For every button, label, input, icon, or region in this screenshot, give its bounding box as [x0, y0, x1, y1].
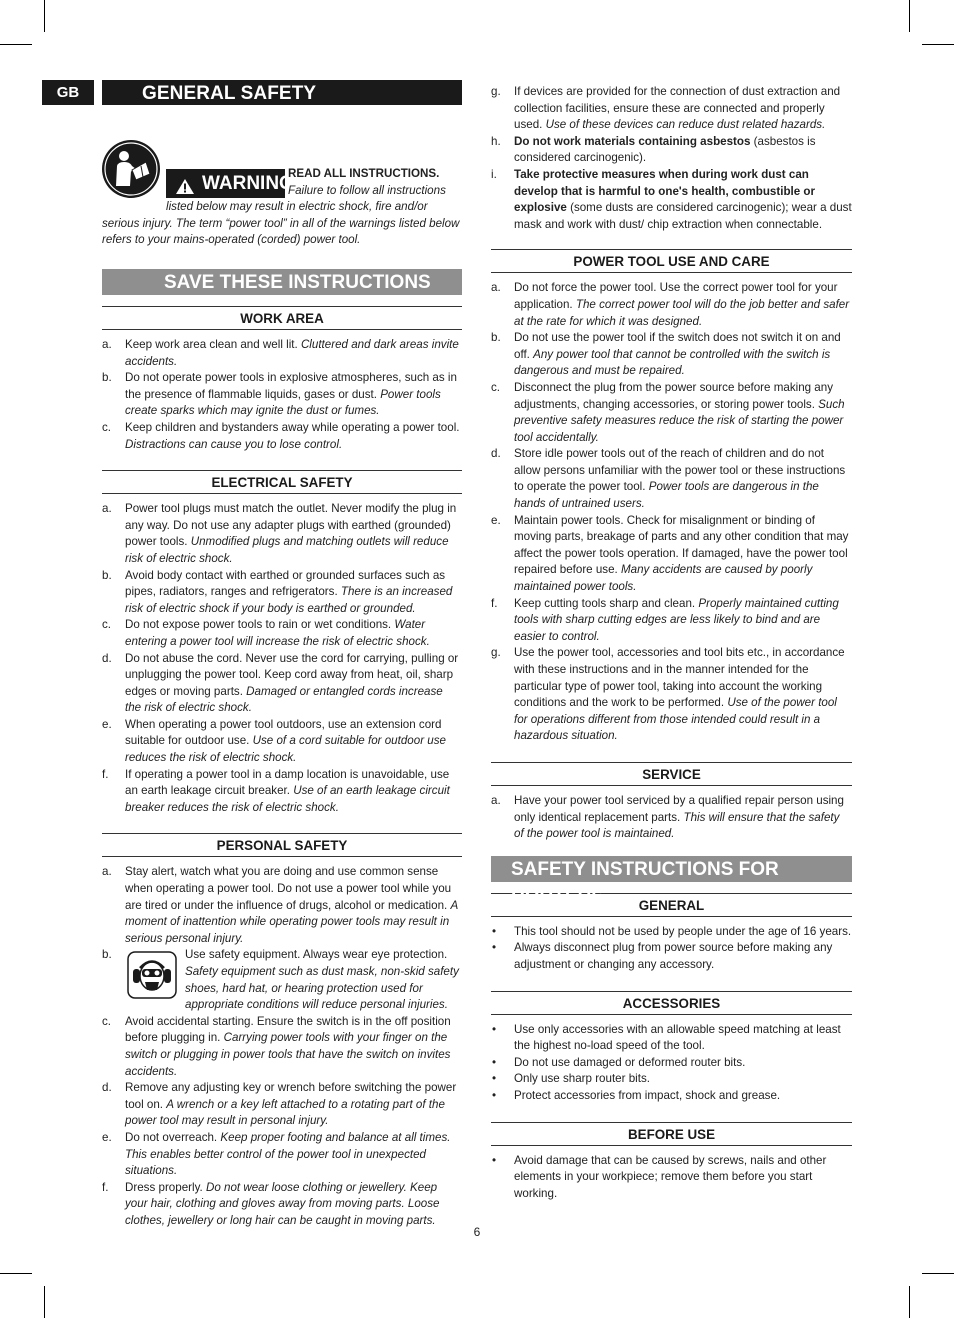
item-italic-text: This will ensure that the safety of the power tool is maintained.	[514, 810, 840, 841]
bullet-marker: •	[492, 1022, 497, 1036]
item-italic-text: Cluttered and dark areas invite accidents.	[125, 338, 459, 368]
item-text: Use safety equipment. Always wear eye protection.	[185, 948, 448, 962]
list-item	[491, 1055, 852, 1072]
item-marker: a.	[102, 865, 112, 879]
item-marker: e.	[102, 1130, 112, 1144]
list-item	[102, 1180, 462, 1230]
item-italic-text: Properly maintained cutting tools with sharp cutting edges are less likely to bind and are easier to control.	[514, 596, 839, 643]
list-item	[491, 380, 852, 446]
item-italic-text: Any power tool that cannot be controlled with the switch is dangerous and must be repaired.	[514, 347, 831, 378]
item-marker: a.	[491, 281, 501, 295]
item-text: Use only accessories with an allowable speed matching at least the highest no-load speed of the tool.	[514, 1022, 841, 1053]
item-text: Protect accessories from impact, shock and grease.	[514, 1088, 781, 1102]
item-italic-text: Power tools are dangerous in the hands of untrained users.	[514, 480, 819, 511]
section-title-work-area: WORK AREA	[102, 306, 462, 330]
item-marker: e.	[491, 513, 501, 527]
bullet-marker: •	[492, 924, 497, 938]
item-text: If devices are provided for the connection of dust extraction and collection facilities, ensure these are connected and properly used.	[514, 85, 841, 132]
crop-mark	[0, 1273, 32, 1274]
item-marker: d.	[102, 651, 112, 665]
crop-mark	[922, 44, 954, 45]
section-title-personal-safety: PERSONAL SAFETY	[102, 833, 462, 857]
list-item	[491, 940, 852, 973]
warning-text	[102, 166, 462, 249]
work-area-list	[102, 337, 462, 453]
item-text: Stay alert, watch what you are doing and use common sense when operating a power tool. Do not use a power tool while you are tired or under the influence of drugs, alcohol or medication.	[125, 865, 452, 912]
power-tool-use-list	[491, 280, 852, 745]
crop-mark	[909, 1286, 910, 1318]
item-text: Dress properly.	[125, 1180, 206, 1194]
list-item	[102, 568, 462, 618]
list-item	[102, 420, 462, 453]
item-italic-text: The correct power tool will do the job better and safer at the rate for which it was designed.	[514, 297, 850, 328]
item-marker: f.	[491, 596, 498, 610]
right-column	[491, 84, 852, 1202]
item-text: Remove any adjusting key or wrench before switching the power tool on.	[125, 1081, 457, 1111]
list-item	[491, 924, 852, 941]
safety-equipment-icon	[127, 951, 177, 1005]
list-item	[102, 1130, 462, 1180]
list-item	[491, 645, 852, 745]
item-marker: a.	[102, 338, 112, 351]
list-item	[491, 596, 852, 646]
item-marker: f.	[102, 1180, 109, 1194]
list-item	[491, 793, 852, 843]
item-italic-text: Use of these devices can reduce dust related hazards.	[545, 118, 826, 132]
before-use-list	[491, 1153, 852, 1203]
item-marker: a.	[102, 502, 112, 516]
electrical-safety-list	[102, 501, 462, 816]
section-title-service: SERVICE	[491, 762, 852, 786]
item-marker: i.	[491, 167, 497, 181]
item-text: (asbestos is considered carcinogenic).	[514, 134, 816, 165]
routers-instructions-banner: SAFETY INSTRUCTIONS FOR ROUTERS	[491, 856, 852, 882]
general-list	[491, 924, 852, 974]
section-title-general: GENERAL	[491, 893, 852, 917]
crop-mark	[0, 44, 32, 45]
item-text: Avoid accidental starting. Ensure the switch is in the off position before plugging in.	[125, 1014, 451, 1045]
item-italic-text: Such preventive safety measures reduce the risk of starting the power tool accidentally.	[514, 397, 845, 444]
item-italic-text: A moment of inattention while operating power tools may result in serious personal injury.	[125, 898, 458, 945]
item-marker: c.	[491, 380, 501, 394]
item-text: This tool should not be used by people under the age of 16 years.	[514, 924, 852, 938]
item-marker: c.	[102, 618, 112, 632]
warning-body: Failure to follow all instructions listed below may result in electric shock, fire and/or serious injury. The term “power tool” in all of the warnings listed below refers to your mains-operated (corded) power tool.	[102, 183, 460, 247]
warning-block	[102, 105, 462, 247]
warning-lead: READ ALL INSTRUCTIONS.	[288, 167, 440, 180]
personal-safety-list-continued	[491, 84, 852, 233]
item-text: Store idle power tools out of the reach of children and do not allow persons unfamiliar with the power tool or these instructions to operate the power tool.	[514, 447, 846, 494]
item-text: Disconnect the plug from the power source before making any adjustments, changing accessories, or storing power tools.	[514, 380, 833, 411]
section-title-before-use: BEFORE USE	[491, 1122, 852, 1146]
item-text: If operating a power tool in a damp location is unavoidable, use an earth leakage circuit breaker.	[125, 767, 450, 798]
list-item	[491, 1071, 852, 1088]
item-italic-text: Use of the power tool for operations different from those intended could result in a hazardous situation.	[514, 696, 837, 743]
page-title: GENERAL SAFETY INSTRUCTIONS	[102, 80, 462, 105]
item-text: Do not use damaged or deformed router bits.	[514, 1055, 746, 1069]
list-item	[102, 947, 462, 1013]
item-text: Power tool plugs must match the outlet. Never modify the plug in any way. Do not use any adapter plugs with earthed (grounded) power tools.	[125, 502, 457, 549]
item-marker: a.	[491, 793, 501, 807]
item-marker: b.	[102, 948, 112, 962]
item-italic-text: Water entering a power tool will increase the risk of electric shock.	[125, 618, 430, 648]
item-marker: f.	[102, 767, 109, 781]
bullet-marker: •	[492, 1055, 497, 1069]
item-text: Only use sharp router bits.	[514, 1072, 650, 1086]
item-text: Keep cutting tools sharp and clean.	[514, 596, 699, 610]
section-title-electrical-safety: ELECTRICAL SAFETY	[102, 470, 462, 494]
item-text: Maintain power tools. Check for misalignment or binding of moving parts, breakage of parts and any other condition that may affect the power tools operation. If damaged, have the power tool repaired before use.	[514, 513, 849, 577]
list-item	[491, 134, 852, 167]
list-item	[491, 1022, 852, 1055]
item-italic-text: A wrench or a key left attached to a rotating part of the power tool may result in personal injury.	[125, 1097, 445, 1128]
item-italic-text: Power tools create sparks which may ignite the dust or fumes.	[125, 387, 441, 418]
list-item	[491, 1088, 852, 1105]
item-bold-text: Do not work materials containing asbestos	[514, 134, 751, 148]
save-instructions-banner: SAVE THESE INSTRUCTIONS	[102, 269, 462, 295]
list-item	[491, 513, 852, 596]
item-marker: g.	[491, 646, 501, 660]
warning-label: WARNING	[202, 173, 294, 194]
item-marker: b.	[102, 371, 112, 385]
crop-mark	[909, 0, 910, 32]
item-marker: b.	[102, 568, 112, 582]
list-item	[102, 767, 462, 817]
bullet-marker: •	[492, 1153, 497, 1167]
personal-safety-list	[102, 864, 462, 1229]
item-text: Always disconnect plug from power source before making any adjustment or changing any accessory.	[514, 941, 833, 971]
item-text: Do not abuse the cord. Never use the cord for carrying, pulling or unplugging the power tool. Keep cord away from heat, oil, sharp edges or moving parts.	[125, 651, 459, 698]
item-marker: e.	[102, 717, 112, 731]
item-italic-text: Use of an earth leakage circuit breaker reduces the risk of electric shock.	[125, 784, 450, 814]
item-text: Have your power tool serviced by a qualified repair person using only identical replacement parts.	[514, 793, 844, 824]
item-text: Do not use the power tool if the switch does not switch it on and off.	[514, 331, 841, 361]
item-text: Avoid damage that can be caused by screws, nails and other elements in your workpiece; remove them before you start working.	[514, 1153, 827, 1200]
accessories-list	[491, 1022, 852, 1105]
list-item	[491, 1153, 852, 1203]
item-text: Avoid body contact with earthed or grounded surfaces such as pipes, radiators, ranges and refrigerators.	[125, 568, 446, 599]
list-item	[491, 167, 852, 233]
list-item	[102, 337, 462, 370]
list-item	[102, 717, 462, 767]
section-title-power-tool-use: POWER TOOL USE AND CARE	[491, 249, 852, 273]
item-italic-text: Unmodified plugs and matching outlets will reduce risk of electric shock.	[125, 535, 449, 565]
item-marker: g.	[491, 85, 501, 98]
item-text: Keep children and bystanders away while operating a power tool.	[125, 420, 460, 434]
item-italic-text: Use of a cord suitable for outdoor use reduces the risk of electric shock.	[125, 734, 446, 765]
list-item	[102, 651, 462, 717]
item-italic-text: Do not wear loose clothing or jewellery. Keep your hair, clothing and gloves away from moving parts. Loose clothes, jewellery or long hair can be caught in moving parts.	[125, 1180, 440, 1227]
item-marker: c.	[102, 420, 112, 434]
bullet-marker: •	[492, 1088, 497, 1102]
item-bold-text: Take protective measures when during work dust can develop that is harmful to one's health, combustible or explosive	[514, 167, 816, 215]
item-marker: h.	[491, 134, 501, 148]
list-item	[102, 370, 462, 420]
language-tab: GB	[42, 80, 94, 105]
crop-mark	[44, 0, 45, 32]
list-item	[491, 84, 852, 134]
list-item	[102, 864, 462, 947]
item-text: Use the power tool, accessories and tool bits etc., in accordance with these instructions and in the manner intended for the particular type of power tool, taking into account the working conditions and the work to be performed.	[514, 646, 845, 710]
list-item	[102, 1080, 462, 1130]
crop-mark	[922, 1273, 954, 1274]
item-marker: d.	[491, 447, 501, 461]
list-item	[491, 330, 852, 380]
item-italic-text: Damaged or entangled cords increase the risk of electric shock.	[125, 684, 443, 715]
item-text: (some dusts are considered carcinogenic); wear a dust mask and work with dust/ chip extraction when connectable.	[514, 201, 852, 231]
bullet-marker: •	[492, 1072, 497, 1086]
item-text: When operating a power tool outdoors, use an extension cord suitable for outdoor use.	[125, 717, 442, 748]
item-marker: c.	[102, 1014, 112, 1028]
list-item	[102, 501, 462, 567]
service-list	[491, 793, 852, 843]
item-italic-text: Safety equipment such as dust mask, non-skid safety shoes, hard hat, or hearing protection used for appropriate conditions will reduce personal injuries.	[185, 965, 459, 1012]
item-marker: d.	[102, 1081, 112, 1095]
item-italic-text: Keep proper footing and balance at all times. This enables better control of the power tool in unexpected situations.	[125, 1130, 451, 1178]
page-number: 6	[473, 1225, 481, 1239]
item-italic-text: Carrying power tools with your finger on the switch or plugging in power tools that have the switch on invites accidents.	[125, 1031, 451, 1078]
bullet-marker: •	[492, 941, 497, 955]
item-marker: b.	[491, 331, 501, 345]
item-italic-text: There is an increased risk of electric shock if your body is earthed or grounded.	[125, 585, 453, 615]
item-text: Do not operate power tools in explosive atmospheres, such as in the presence of flammable liquids, gases or dust.	[125, 371, 457, 401]
list-item	[102, 617, 462, 650]
section-title-accessories: ACCESSORIES	[491, 991, 852, 1015]
item-text: Do not overreach.	[125, 1130, 221, 1144]
item-italic-text: Distractions can cause you to lose control.	[125, 437, 343, 451]
item-text: Keep work area clean and well lit.	[125, 338, 301, 351]
list-item	[102, 1014, 462, 1080]
left-column	[102, 80, 462, 1230]
item-text: Do not force the power tool. Use the correct power tool for your application.	[514, 281, 838, 311]
item-text: Do not expose power tools to rain or wet conditions.	[125, 618, 395, 632]
list-item	[491, 280, 852, 330]
list-item	[491, 446, 852, 512]
item-italic-text: Many accidents are caused by poorly maintained power tools.	[514, 563, 813, 594]
crop-mark	[44, 1286, 45, 1318]
